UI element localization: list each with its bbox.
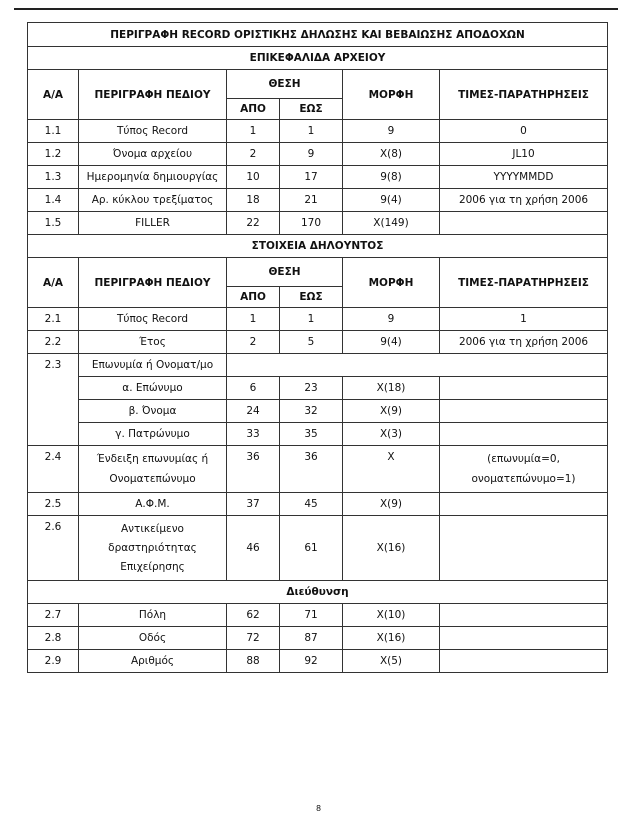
cell-field: Αριθμός	[79, 650, 227, 673]
table-title-row	[28, 23, 608, 47]
cell-format: X(149)	[343, 212, 440, 235]
cell-notes-line: ονοματεπώνυμο=1)	[471, 473, 576, 485]
cell-notes	[440, 604, 608, 627]
cell-from: 22	[227, 212, 280, 235]
cell-to: 1	[280, 308, 343, 331]
cell-field-line: Αντικείμενο	[121, 522, 184, 535]
cell-aa: 2.3	[28, 354, 79, 446]
cell-format: X	[343, 446, 440, 493]
col-format: ΜΟΡΦΗ	[343, 70, 440, 120]
cell-field-line: Ονοματεπώνυμο	[109, 473, 196, 485]
col-format: ΜΟΡΦΗ	[343, 258, 440, 308]
cell-from: 24	[227, 400, 280, 423]
column-header-row	[28, 70, 608, 99]
cell-to: 45	[280, 493, 343, 516]
section-row	[28, 47, 608, 70]
cell-field-line: Ένδειξη επωνυμίας ή	[96, 453, 209, 465]
cell-to: 9	[280, 143, 343, 166]
cell-from: 62	[227, 604, 280, 627]
cell-notes: 1	[440, 308, 608, 331]
cell-field-line: Επιχείρησης	[120, 560, 185, 573]
table-row	[28, 446, 608, 493]
cell-aa: 1.4	[28, 189, 79, 212]
cell-to: 71	[280, 604, 343, 627]
cell-notes	[440, 493, 608, 516]
cell-field: Πόλη	[79, 604, 227, 627]
cell-to: 35	[280, 423, 343, 446]
col-aa: Α/Α	[28, 70, 79, 120]
cell-aa: 2.8	[28, 627, 79, 650]
cell-notes	[440, 627, 608, 650]
cell-to: 1	[280, 120, 343, 143]
col-values: ΤΙΜΕΣ-ΠΑΡΑΤΗΡΗΣΕΙΣ	[440, 70, 608, 120]
cell-field	[79, 446, 227, 493]
cell-from: 37	[227, 493, 280, 516]
cell-field: α. Επώνυμο	[79, 377, 227, 400]
record-spec-table	[27, 22, 608, 673]
cell-notes: 2006 για τη χρήση 2006	[440, 189, 608, 212]
cell-empty	[227, 354, 608, 377]
table-row	[28, 212, 608, 235]
cell-format: 9	[343, 308, 440, 331]
cell-to: 23	[280, 377, 343, 400]
cell-field: Αρ. κύκλου τρεξίματος	[79, 189, 227, 212]
cell-field: Τύπος Record	[79, 308, 227, 331]
table-row	[28, 493, 608, 516]
section-row	[28, 235, 608, 258]
cell-from: 18	[227, 189, 280, 212]
col-aa: Α/Α	[28, 258, 79, 308]
table-row	[28, 400, 608, 423]
cell-format: 9(4)	[343, 189, 440, 212]
cell-format: 9(8)	[343, 166, 440, 189]
cell-aa: 1.2	[28, 143, 79, 166]
cell-aa: 2.5	[28, 493, 79, 516]
cell-aa: 2.1	[28, 308, 79, 331]
cell-notes	[440, 516, 608, 581]
table-row	[28, 189, 608, 212]
cell-from: 1	[227, 120, 280, 143]
cell-from: 6	[227, 377, 280, 400]
table-row	[28, 423, 608, 446]
cell-notes: 2006 για τη χρήση 2006	[440, 331, 608, 354]
col-from: ΑΠΟ	[227, 99, 280, 120]
cell-notes	[440, 446, 608, 493]
column-header-row	[28, 258, 608, 287]
cell-field: Έτος	[79, 331, 227, 354]
cell-notes	[440, 423, 608, 446]
cell-field: Οδός	[79, 627, 227, 650]
col-from: ΑΠΟ	[227, 287, 280, 308]
table-row	[28, 377, 608, 400]
cell-to: 5	[280, 331, 343, 354]
section-title-header: ΕΠΙΚΕΦΑΛΙΔΑ ΑΡΧΕΙΟΥ	[28, 47, 608, 70]
cell-from: 2	[227, 331, 280, 354]
cell-aa: 2.9	[28, 650, 79, 673]
cell-field: Όνομα αρχείου	[79, 143, 227, 166]
cell-from: 10	[227, 166, 280, 189]
cell-notes	[440, 650, 608, 673]
cell-to: 92	[280, 650, 343, 673]
cell-field: Α.Φ.Μ.	[79, 493, 227, 516]
section-row	[28, 581, 608, 604]
col-position: ΘΕΣΗ	[227, 70, 343, 99]
col-to: ΕΩΣ	[280, 99, 343, 120]
section-title-declarant: ΣΤΟΙΧΕΙΑ ΔΗΛΟΥΝΤΟΣ	[28, 235, 608, 258]
cell-aa: 1.5	[28, 212, 79, 235]
page-number: 8	[316, 804, 322, 813]
table-row	[28, 143, 608, 166]
cell-format: X(9)	[343, 493, 440, 516]
cell-notes: JL10	[440, 143, 608, 166]
cell-notes: YYYYMMDD	[440, 166, 608, 189]
cell-field: Επωνυμία ή Ονοματ/μο	[79, 354, 227, 377]
table-row	[28, 354, 608, 377]
cell-format: X(16)	[343, 516, 440, 581]
cell-aa: 2.7	[28, 604, 79, 627]
cell-notes	[440, 212, 608, 235]
cell-from: 33	[227, 423, 280, 446]
cell-from: 36	[227, 446, 280, 493]
col-values: ΤΙΜΕΣ-ΠΑΡΑΤΗΡΗΣΕΙΣ	[440, 258, 608, 308]
table-row	[28, 516, 608, 581]
cell-from: 1	[227, 308, 280, 331]
table-row	[28, 650, 608, 673]
cell-field: Ημερομηνία δημιουργίας	[79, 166, 227, 189]
cell-format: X(5)	[343, 650, 440, 673]
cell-field: Τύπος Record	[79, 120, 227, 143]
col-field: ΠΕΡΙΓΡΑΦΗ ΠΕΔΙΟΥ	[79, 258, 227, 308]
cell-to: 87	[280, 627, 343, 650]
table-row	[28, 308, 608, 331]
cell-from: 2	[227, 143, 280, 166]
cell-format: 9	[343, 120, 440, 143]
cell-aa: 2.6	[28, 516, 79, 581]
cell-notes	[440, 377, 608, 400]
cell-format: X(9)	[343, 400, 440, 423]
cell-aa: 2.2	[28, 331, 79, 354]
cell-to: 17	[280, 166, 343, 189]
cell-aa: 1.1	[28, 120, 79, 143]
col-position: ΘΕΣΗ	[227, 258, 343, 287]
table-row	[28, 604, 608, 627]
cell-format: X(10)	[343, 604, 440, 627]
table-row	[28, 627, 608, 650]
cell-from: 46	[227, 516, 280, 581]
section-title-address: Διεύθυνση	[28, 581, 608, 604]
cell-notes-line: (επωνυμία=0,	[487, 453, 560, 465]
table-title: ΠΕΡΙΓΡΑΦΗ RECORD ΟΡΙΣΤΙΚΗΣ ΔΗΛΩΣΗΣ ΚΑΙ ΒΕΒΑΙΩΣΗΣ ΑΠΟΔΟΧΩΝ	[28, 23, 608, 47]
cell-field-line: δραστηριότητας	[108, 541, 197, 554]
col-field: ΠΕΡΙΓΡΑΦΗ ΠΕΔΙΟΥ	[79, 70, 227, 120]
cell-format: X(16)	[343, 627, 440, 650]
cell-to: 170	[280, 212, 343, 235]
cell-format: X(3)	[343, 423, 440, 446]
cell-from: 72	[227, 627, 280, 650]
cell-field: FILLER	[79, 212, 227, 235]
cell-notes: 0	[440, 120, 608, 143]
cell-to: 32	[280, 400, 343, 423]
top-rule	[14, 8, 618, 10]
cell-format: 9(4)	[343, 331, 440, 354]
cell-aa: 2.4	[28, 446, 79, 493]
cell-from: 88	[227, 650, 280, 673]
table-row	[28, 120, 608, 143]
table-row	[28, 331, 608, 354]
cell-to: 21	[280, 189, 343, 212]
col-to: ΕΩΣ	[280, 287, 343, 308]
cell-format: X(18)	[343, 377, 440, 400]
table-row	[28, 166, 608, 189]
cell-field: γ. Πατρώνυμο	[79, 423, 227, 446]
cell-aa: 1.3	[28, 166, 79, 189]
cell-to: 61	[280, 516, 343, 581]
cell-notes	[440, 400, 608, 423]
cell-field	[79, 516, 227, 581]
cell-format: X(8)	[343, 143, 440, 166]
cell-to: 36	[280, 446, 343, 493]
cell-field: β. Όνομα	[79, 400, 227, 423]
